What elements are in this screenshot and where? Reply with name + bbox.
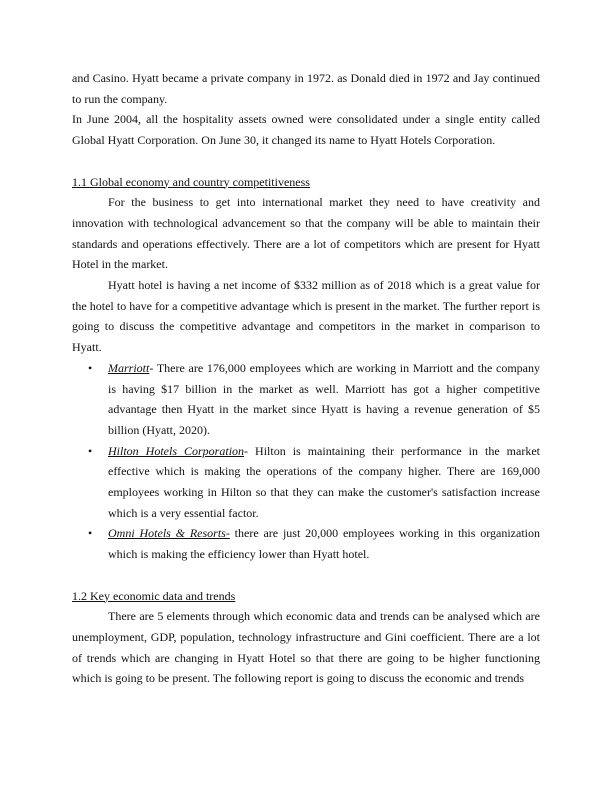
competitor-term: Hilton Hotels Corporation bbox=[108, 443, 245, 458]
list-item-hilton bbox=[88, 441, 540, 524]
competitor-list bbox=[72, 358, 540, 565]
section-heading-global-economy: 1.1 Global economy and country competitiveness bbox=[72, 174, 310, 189]
competitor-description: there are just 20,000 employees working in this organization which is making the efficiency lower than Hyatt hotel. bbox=[108, 526, 541, 562]
paragraph-hyatt-rename: In June 2004, all the hospitality assets owned were consolidated under a single entity called Global Hyatt Corporation. On June 30, it changed its name to Hyatt Hotels Corporation. bbox=[72, 112, 540, 148]
spacer bbox=[72, 151, 540, 172]
competitor-description: - There are 176,000 employees which are working in Marriott and the company is having $17 billion in the market as well. Marriott has got a higher competitive advantage then Hyatt in the market since Hyatt is having a revenue generation of $5 billion (Hyatt, 2020). bbox=[108, 360, 540, 437]
list-item-marriott bbox=[88, 358, 540, 441]
bullet-dot-icon: • bbox=[88, 526, 93, 541]
competitor-term: Omni Hotels & Resorts- bbox=[108, 526, 230, 541]
section-heading-economic-data: 1.2 Key economic data and trends bbox=[72, 588, 236, 603]
bullet-dot-icon: • bbox=[88, 360, 93, 375]
paragraph-company-history: and Casino. Hyatt became a private company in 1972. as Donald died in 1972 and Jay continued to run the company. bbox=[72, 71, 540, 106]
paragraph-economic-elements: There are 5 elements through which economic data and trends can be analysed which are unemployment, GDP, population, technology infrastructure and Gini coefficient. There are a lot of trends which are changing in Hyatt Hotel so that there are going to be higher functioning which is going to be present. The following report is going to discuss the economic and trends bbox=[72, 609, 540, 686]
competitor-description: - Hilton is maintaining their performance in the market effective which is making the operations of the company higher. There are 169,000 employees working in Hilton so that they can make the customer's satisfaction increase which is a very essential factor. bbox=[108, 443, 540, 520]
paragraph-net-income: Hyatt hotel is having a net income of $332 million as of 2018 which is a great value for the hotel to have for a competitive advantage which is present in the market. The further report is going to discuss the competitive advantage and competitors in the market in comparison to Hyatt. bbox=[72, 278, 540, 355]
bullet-dot-icon: • bbox=[88, 443, 93, 458]
list-item-omni bbox=[88, 523, 541, 564]
competitor-term: Marriott bbox=[108, 360, 150, 375]
spacer bbox=[72, 565, 540, 586]
paragraph-international-market: For the business to get into international market they need to have creativity and innovation with technological advancement so that the company will be able to maintain their standards and operations effectively. There are a lot of competitors which are present for Hyatt Hotel in the market. bbox=[72, 195, 540, 272]
